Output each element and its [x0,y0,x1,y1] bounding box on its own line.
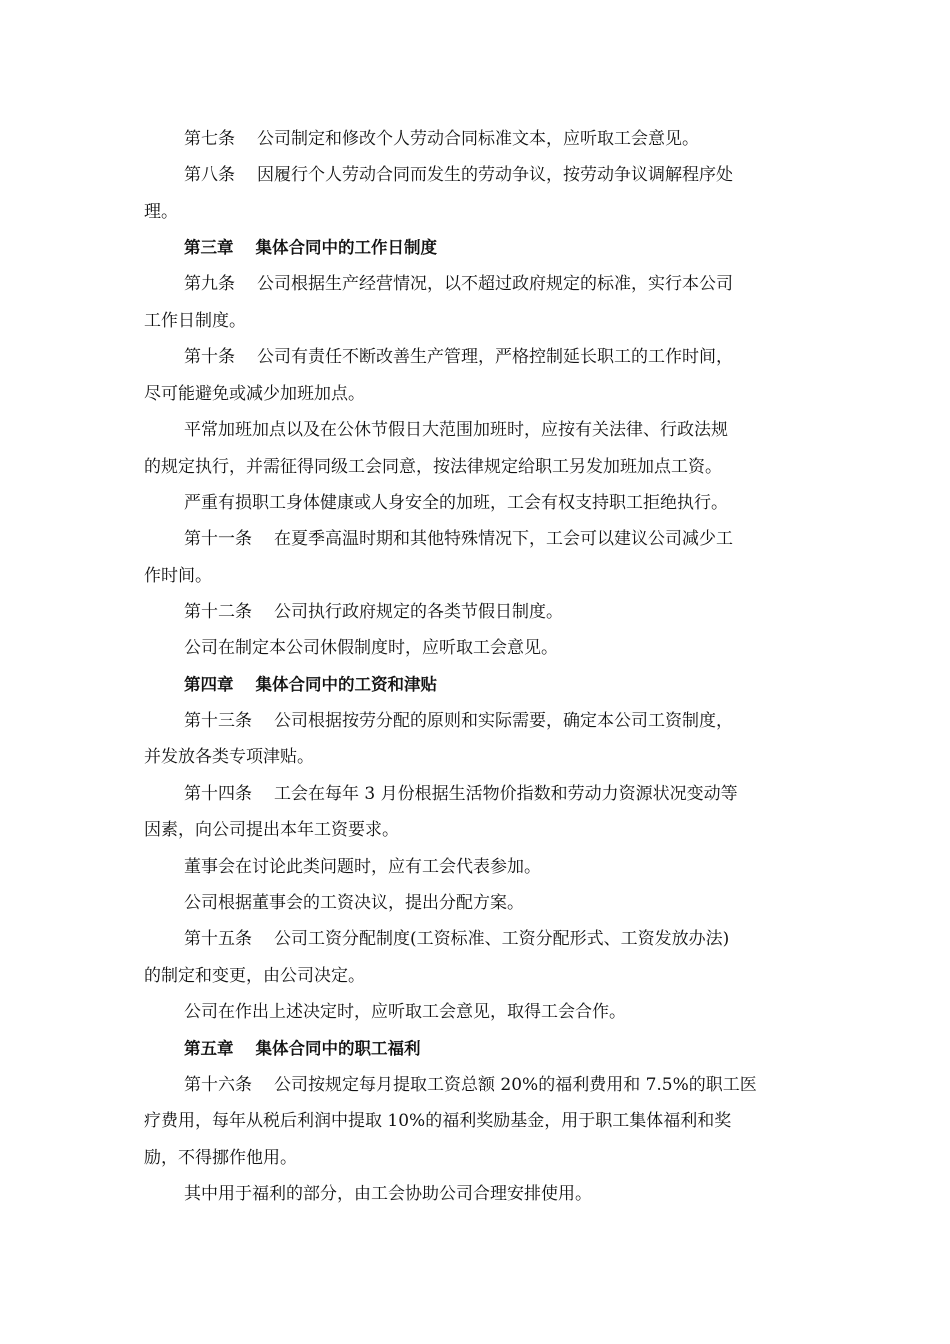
article-13-line2: 并发放各类专项津贴。 [144,747,314,767]
article-7 [184,128,699,150]
chapter-3-label: 第三章 [184,238,234,257]
article-7-text: 公司制定和修改个人劳动合同标准文本，应听取工会意见。 [257,129,699,149]
article-16-line1: 公司按规定每月提取工资总额 20%的福利费用和 7.5%的职工医 [274,1075,757,1095]
article-14 [184,783,738,805]
article-16-line2: 疗费用，每年从税后利润中提取 10%的福利奖励基金，用于职工集体福利和奖 [144,1111,732,1131]
article-15-line1: 公司工资分配制度(工资标准、工资分配形式、工资发放办法) [274,929,730,949]
article-14-label: 第十四条 [184,784,252,804]
article-13-line1: 公司根据按劳分配的原则和实际需要，确定本公司工资制度， [274,711,733,731]
article-10-line2: 尽可能避免或减少加班加点。 [144,384,365,404]
article-15 [184,928,729,950]
plan-paragraph: 公司根据董事会的工资决议，提出分配方案。 [184,893,524,913]
article-10 [184,346,733,368]
chapter-4-label: 第四章 [184,675,234,694]
article-11 [184,528,733,550]
chapter-5-label: 第五章 [184,1039,234,1058]
chapter-4-title: 集体合同中的工资和津贴 [255,675,437,694]
article-12 [184,601,563,623]
article-8-line2: 理。 [144,202,178,222]
article-8-line1: 因履行个人劳动合同而发生的劳动争议，按劳动争议调解程序处 [257,165,733,185]
overtime-paragraph-line1: 平常加班加点以及在公休节假日大范围加班时，应按有关法律、行政法规 [184,420,728,440]
article-12-text: 公司执行政府规定的各类节假日制度。 [274,602,563,622]
article-8 [184,164,733,186]
article-11-label: 第十一条 [184,529,252,549]
article-14-line1: 工会在每年 3 月份根据生活物价指数和劳动力资源状况变动等 [274,784,738,804]
article-12-label: 第十二条 [184,602,252,622]
chapter-3-title: 集体合同中的工作日制度 [255,238,437,257]
leave-paragraph: 公司在制定本公司休假制度时，应听取工会意见。 [184,638,558,658]
board-paragraph: 董事会在讨论此类问题时，应有工会代表参加。 [184,857,541,877]
overtime-paragraph-line2: 的规定执行，并需征得同级工会同意，按法律规定给职工另发加班加点工资。 [144,457,722,477]
article-8-label: 第八条 [184,165,235,185]
article-10-line1: 公司有责任不断改善生产管理，严格控制延长职工的工作时间， [257,347,733,367]
article-16-line3: 励，不得挪作他用。 [144,1148,297,1168]
article-10-label: 第十条 [184,347,235,367]
refuse-paragraph: 严重有损职工身体健康或人身安全的加班，工会有权支持职工拒绝执行。 [184,493,728,513]
chapter-5-title: 集体合同中的职工福利 [255,1039,421,1058]
article-11-line2: 作时间。 [144,566,212,586]
article-9 [184,273,733,295]
article-15-line2: 的制定和变更，由公司决定。 [144,966,365,986]
article-9-line2: 工作日制度。 [144,311,246,331]
chapter-5-heading [184,1038,421,1060]
article-9-line1: 公司根据生产经营情况，以不超过政府规定的标准，实行本公司 [257,274,733,294]
article-14-line2: 因素，向公司提出本年工资要求。 [144,820,399,840]
article-9-label: 第九条 [184,274,235,294]
welfare-paragraph: 其中用于福利的部分，由工会协助公司合理安排使用。 [184,1184,592,1204]
cooperation-paragraph: 公司在作出上述决定时，应听取工会意见，取得工会合作。 [184,1002,626,1022]
article-13 [184,710,733,732]
article-13-label: 第十三条 [184,711,252,731]
chapter-4-heading [184,674,437,696]
article-15-label: 第十五条 [184,929,252,949]
article-16 [184,1074,757,1096]
article-11-line1: 在夏季高温时期和其他特殊情况下，工会可以建议公司减少工 [274,529,733,549]
chapter-3-heading [184,237,437,259]
article-16-label: 第十六条 [184,1075,252,1095]
article-7-label: 第七条 [184,129,235,149]
